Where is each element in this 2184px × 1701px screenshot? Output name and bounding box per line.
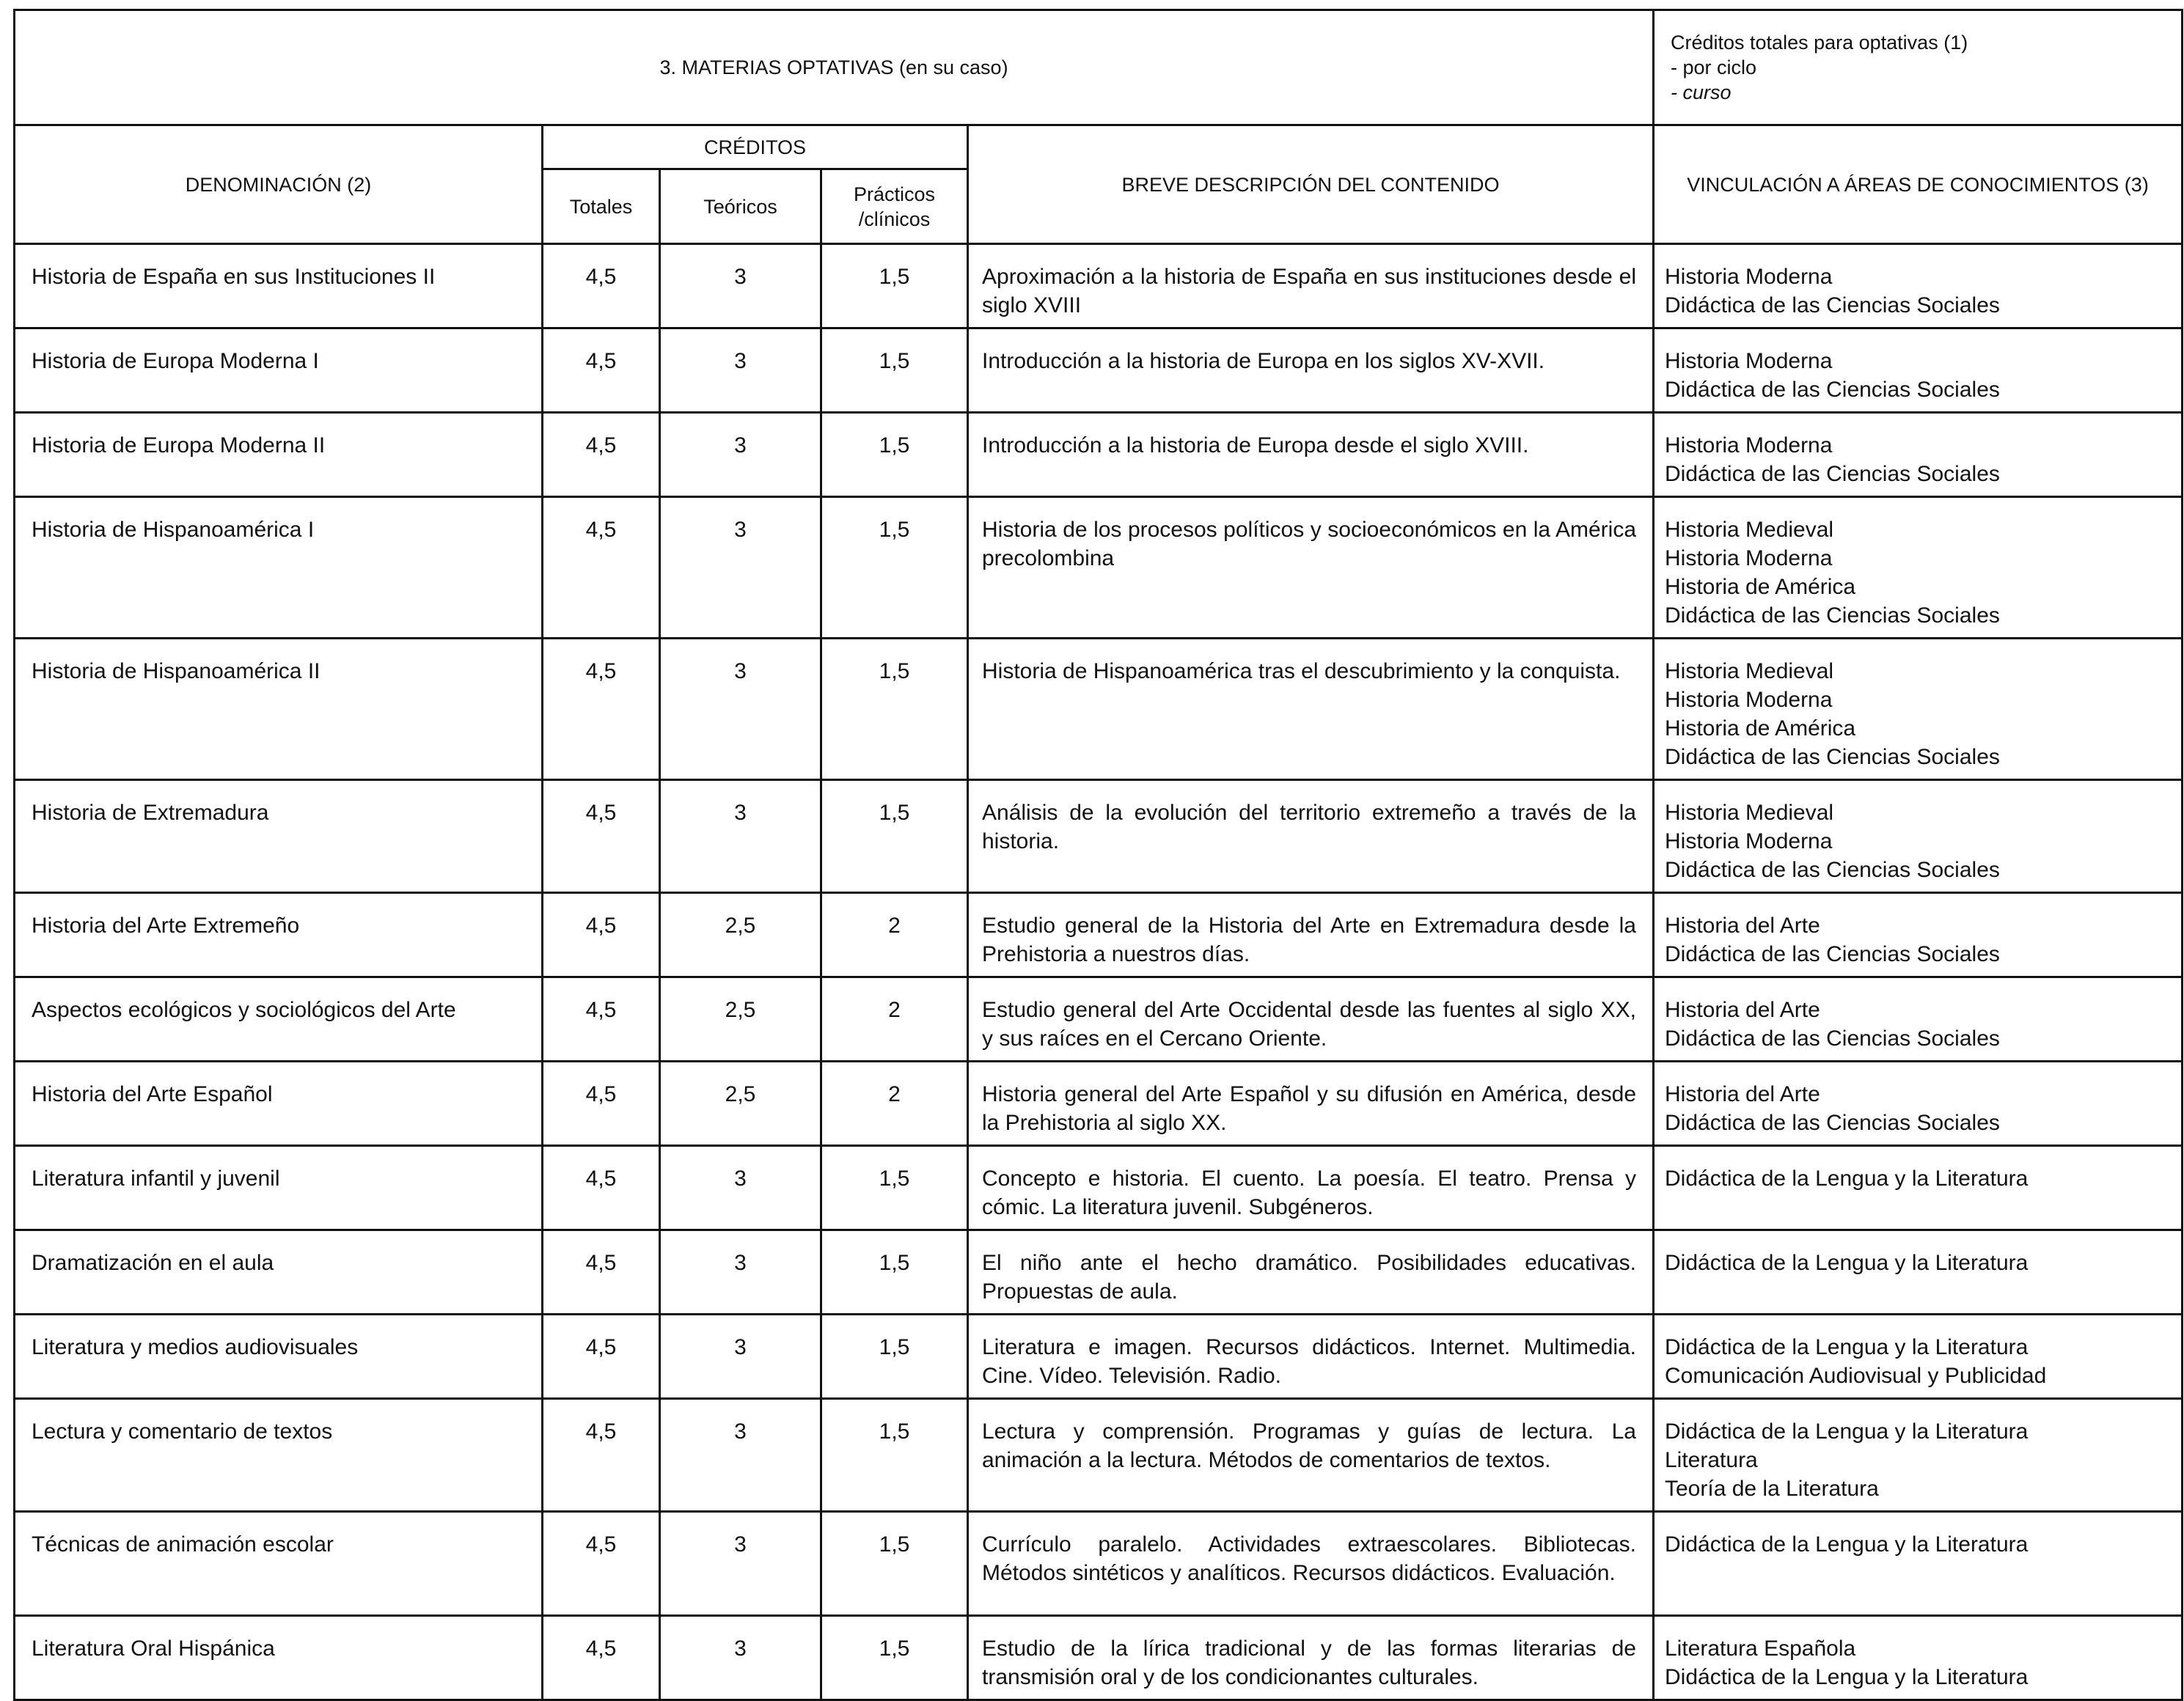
knowledge-area: Historia del Arte [1665, 998, 1820, 1022]
credits-totales: 4,5 [543, 639, 660, 780]
knowledge-area: Didáctica de la Lengua y la Literatura [1665, 1419, 2029, 1444]
knowledge-area: Historia Moderna [1665, 265, 1833, 289]
col-totales-header: Totales [543, 169, 660, 244]
credits-practicos: 1,5 [821, 413, 968, 497]
credits-teoricos: 3 [660, 1315, 821, 1399]
credits-practicos: 2 [821, 1062, 968, 1146]
table-row [15, 1146, 2183, 1230]
content-description: Concepto e historia. El cuento. La poesía. El teatro. Prensa y cómic. La literatura juvenil. Subgéneros. [968, 1146, 1654, 1230]
knowledge-area: Didáctica de las Ciencias Sociales [1665, 378, 2000, 402]
col-descripcion-header: BREVE DESCRIPCIÓN DEL CONTENIDO [968, 125, 1654, 244]
knowledge-area: Didáctica de las Ciencias Sociales [1665, 293, 2000, 317]
content-description: Historia de los procesos políticos y socioeconómicos en la América precolombina [968, 497, 1654, 639]
credits-totales: 4,5 [543, 497, 660, 639]
credits-practicos: 1,5 [821, 244, 968, 328]
knowledge-area: Historia de América [1665, 575, 1856, 599]
knowledge-areas [1654, 413, 2183, 497]
knowledge-areas [1654, 1512, 2183, 1616]
col-vinculacion-header: VINCULACIÓN A ÁREAS DE CONOCIMIENTOS (3) [1654, 125, 2183, 244]
credits-totales: 4,5 [543, 1315, 660, 1399]
table-row [15, 1315, 2183, 1399]
knowledge-area: Historia del Arte [1665, 1082, 1820, 1106]
credits-info-line: Créditos totales para optativas (1) [1671, 32, 1968, 54]
credits-teoricos: 3 [660, 1399, 821, 1512]
credits-teoricos: 3 [660, 1146, 821, 1230]
subject-name: Literatura Oral Hispánica [15, 1616, 543, 1700]
content-description: Análisis de la evolución del territorio extremeño a través de la historia. [968, 780, 1654, 893]
subject-name: Literatura infantil y juvenil [15, 1146, 543, 1230]
knowledge-areas [1654, 780, 2183, 893]
subject-name: Aspectos ecológicos y sociológicos del Arte [15, 977, 543, 1062]
knowledge-area: Teoría de la Literatura [1665, 1477, 1879, 1501]
knowledge-area: Historia Medieval [1665, 518, 1834, 542]
credits-teoricos: 3 [660, 328, 821, 413]
credits-practicos: 2 [821, 977, 968, 1062]
table-row [15, 780, 2183, 893]
knowledge-areas [1654, 1062, 2183, 1146]
knowledge-area: Didáctica de la Lengua y la Literatura [1665, 1335, 2029, 1359]
knowledge-area: Historia Medieval [1665, 659, 1834, 683]
table-row [15, 328, 2183, 413]
content-description: Historia general del Arte Español y su difusión en América, desde la Prehistoria al siglo XX. [968, 1062, 1654, 1146]
table-row [15, 497, 2183, 639]
knowledge-area: Historia Moderna [1665, 349, 1833, 373]
table-row [15, 893, 2183, 977]
credits-practicos: 1,5 [821, 780, 968, 893]
credits-totales: 4,5 [543, 328, 660, 413]
credits-info [1654, 10, 2183, 125]
table-row [15, 413, 2183, 497]
subject-name: Historia del Arte Extremeño [15, 893, 543, 977]
knowledge-areas [1654, 639, 2183, 780]
knowledge-area: Didáctica de las Ciencias Sociales [1665, 1111, 2000, 1135]
table-row [15, 244, 2183, 328]
knowledge-areas [1654, 1315, 2183, 1399]
credits-teoricos: 3 [660, 1230, 821, 1315]
knowledge-area: Historia Medieval [1665, 801, 1834, 825]
credits-practicos: 1,5 [821, 1230, 968, 1315]
content-description: Currículo paralelo. Actividades extraescolares. Bibliotecas. Métodos sintéticos y analíticos. Recursos didácticos. Evaluación. [968, 1512, 1654, 1616]
subject-name: Historia de Hispanoamérica I [15, 497, 543, 639]
col-practicos-header: Prácticos /clínicos [821, 169, 968, 244]
knowledge-area: Didáctica de las Ciencias Sociales [1665, 745, 2000, 769]
content-description: Lectura y comprensión. Programas y guías de lectura. La animación a la lectura. Métodos de comentarios de textos. [968, 1399, 1654, 1512]
knowledge-area: Historia Moderna [1665, 433, 1833, 458]
knowledge-area: Historia Moderna [1665, 688, 1833, 712]
subject-name: Historia de Hispanoamérica II [15, 639, 543, 780]
table-row [15, 639, 2183, 780]
knowledge-areas [1654, 1616, 2183, 1700]
credits-practicos: 1,5 [821, 497, 968, 639]
table-row [15, 977, 2183, 1062]
credits-practicos: 1,5 [821, 1315, 968, 1399]
knowledge-areas [1654, 497, 2183, 639]
credits-teoricos: 3 [660, 497, 821, 639]
credits-practicos: 1,5 [821, 1512, 968, 1616]
knowledge-areas [1654, 1146, 2183, 1230]
content-description: Estudio general del Arte Occidental desde las fuentes al siglo XX, y sus raíces en el Cercano Oriente. [968, 977, 1654, 1062]
knowledge-area: Historia Moderna [1665, 546, 1833, 570]
knowledge-area: Literatura [1665, 1448, 1758, 1472]
knowledge-areas [1654, 977, 2183, 1062]
credits-totales: 4,5 [543, 1062, 660, 1146]
content-description: Introducción a la historia de Europa desde el siglo XVIII. [968, 413, 1654, 497]
credits-practicos: 2 [821, 893, 968, 977]
content-description: El niño ante el hecho dramático. Posibilidades educativas. Propuestas de aula. [968, 1230, 1654, 1315]
credits-totales: 4,5 [543, 780, 660, 893]
credits-totales: 4,5 [543, 1399, 660, 1512]
knowledge-area: Historia del Arte [1665, 914, 1820, 938]
knowledge-areas [1654, 893, 2183, 977]
content-description: Introducción a la historia de Europa en los siglos XV-XVII. [968, 328, 1654, 413]
knowledge-areas [1654, 1230, 2183, 1315]
credits-teoricos: 2,5 [660, 977, 821, 1062]
credits-info-line: - por ciclo [1671, 56, 1757, 78]
content-description: Estudio de la lírica tradicional y de las formas literarias de transmisión oral y de los condicionantes culturales. [968, 1616, 1654, 1700]
knowledge-area: Didáctica de la Lengua y la Literatura [1665, 1532, 2029, 1557]
credits-totales: 4,5 [543, 893, 660, 977]
knowledge-area: Didáctica de las Ciencias Sociales [1665, 462, 2000, 486]
knowledge-areas [1654, 328, 2183, 413]
knowledge-area: Didáctica de la Lengua y la Literatura [1665, 1167, 2029, 1191]
table-row [15, 1399, 2183, 1512]
knowledge-area: Didáctica de la Lengua y la Literatura [1665, 1665, 2029, 1689]
credits-totales: 4,5 [543, 1512, 660, 1616]
knowledge-area: Didáctica de las Ciencias Sociales [1665, 1026, 2000, 1051]
knowledge-area: Historia Moderna [1665, 829, 1833, 853]
col-teoricos-header: Teóricos [660, 169, 821, 244]
credits-teoricos: 3 [660, 780, 821, 893]
knowledge-area: Didáctica de las Ciencias Sociales [1665, 942, 2000, 966]
content-description: Historia de Hispanoamérica tras el descubrimiento y la conquista. [968, 639, 1654, 780]
credits-teoricos: 3 [660, 413, 821, 497]
subject-name: Literatura y medios audiovisuales [15, 1315, 543, 1399]
optativas-table [13, 9, 2183, 1701]
credits-totales: 4,5 [543, 413, 660, 497]
credits-practicos: 1,5 [821, 1146, 968, 1230]
subject-name: Historia de Europa Moderna I [15, 328, 543, 413]
credits-practicos: 1,5 [821, 639, 968, 780]
knowledge-areas [1654, 1399, 2183, 1512]
knowledge-area: Historia de América [1665, 716, 1856, 741]
section-title: 3. MATERIAS OPTATIVAS (en su caso) [15, 10, 1654, 125]
subject-name: Dramatización en el aula [15, 1230, 543, 1315]
credits-totales: 4,5 [543, 977, 660, 1062]
content-description: Literatura e imagen. Recursos didácticos. Internet. Multimedia. Cine. Vídeo. Televisión. Radio. [968, 1315, 1654, 1399]
content-description: Aproximación a la historia de España en sus instituciones desde el siglo XVIII [968, 244, 1654, 328]
table-row [15, 1616, 2183, 1700]
credits-totales: 4,5 [543, 244, 660, 328]
knowledge-area: Didáctica de la Lengua y la Literatura [1665, 1251, 2029, 1275]
knowledge-areas [1654, 244, 2183, 328]
credits-info-line: - curso [1671, 81, 1732, 103]
col-creditos-header: CRÉDITOS [543, 125, 968, 169]
credits-teoricos: 3 [660, 244, 821, 328]
table-row [15, 1230, 2183, 1315]
knowledge-area: Didáctica de las Ciencias Sociales [1665, 858, 2000, 882]
col-denominacion-header: DENOMINACIÓN (2) [15, 125, 543, 244]
knowledge-area: Comunicación Audiovisual y Publicidad [1665, 1364, 2047, 1388]
content-description: Estudio general de la Historia del Arte en Extremadura desde la Prehistoria a nuestros días. [968, 893, 1654, 977]
credits-teoricos: 2,5 [660, 893, 821, 977]
credits-teoricos: 2,5 [660, 1062, 821, 1146]
subject-name: Lectura y comentario de textos [15, 1399, 543, 1512]
subject-name: Técnicas de animación escolar [15, 1512, 543, 1616]
credits-teoricos: 3 [660, 1512, 821, 1616]
subject-name: Historia de España en sus Instituciones II [15, 244, 543, 328]
table-row [15, 1062, 2183, 1146]
credits-teoricos: 3 [660, 639, 821, 780]
knowledge-area: Literatura Española [1665, 1636, 1856, 1661]
credits-teoricos: 3 [660, 1616, 821, 1700]
credits-practicos: 1,5 [821, 328, 968, 413]
subject-name: Historia del Arte Español [15, 1062, 543, 1146]
table-row [15, 1512, 2183, 1616]
credits-totales: 4,5 [543, 1146, 660, 1230]
credits-practicos: 1,5 [821, 1399, 968, 1512]
subject-name: Historia de Extremadura [15, 780, 543, 893]
credits-totales: 4,5 [543, 1230, 660, 1315]
subject-name: Historia de Europa Moderna II [15, 413, 543, 497]
credits-practicos: 1,5 [821, 1616, 968, 1700]
knowledge-area: Didáctica de las Ciencias Sociales [1665, 603, 2000, 628]
credits-totales: 4,5 [543, 1616, 660, 1700]
